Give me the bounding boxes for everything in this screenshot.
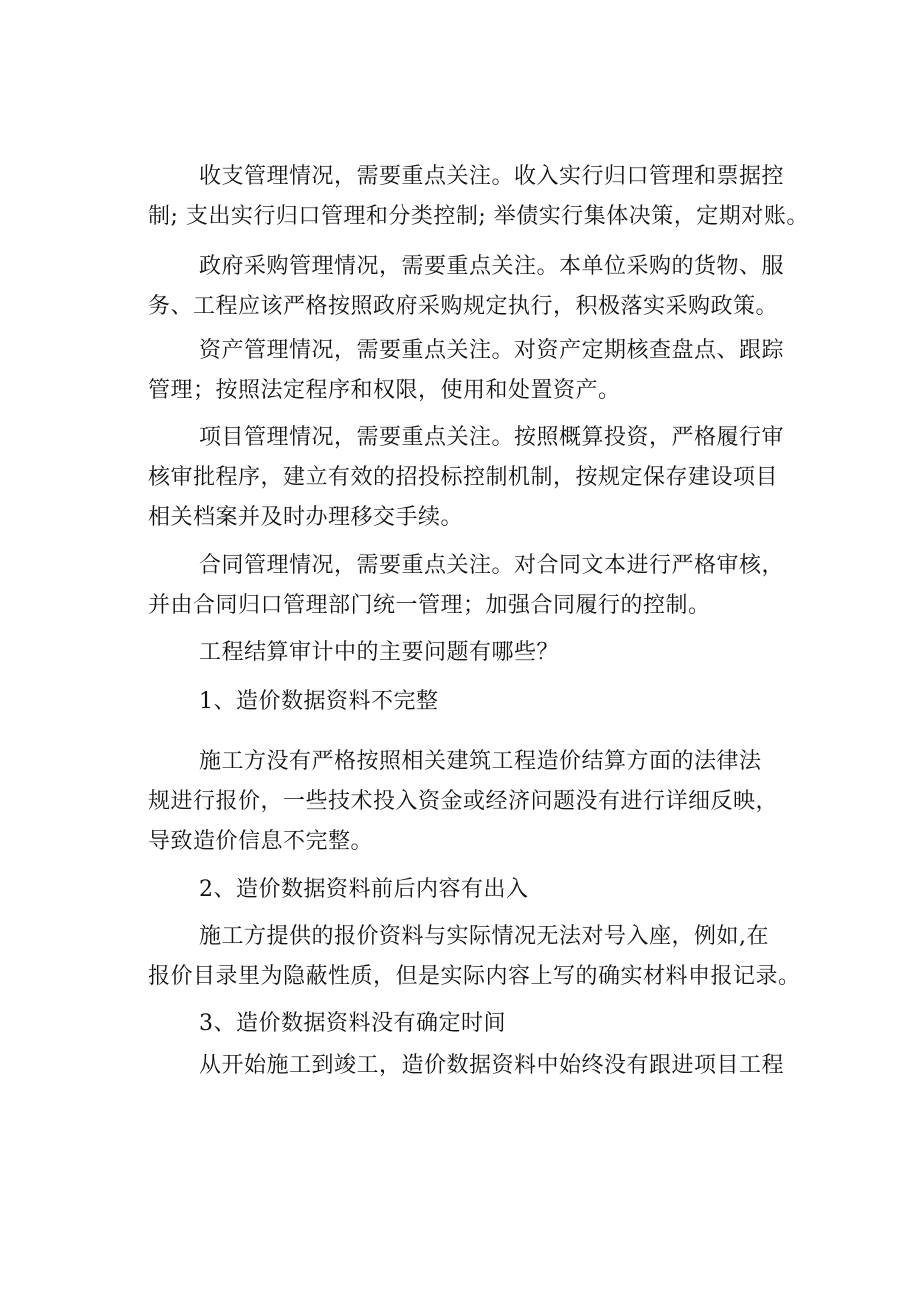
text-line: 合同管理情况，需要重点关注。对合同文本进行严格审核， bbox=[199, 553, 785, 578]
text-line: 2、造价数据资料前后内容有出入 bbox=[199, 877, 529, 902]
text-line: 施工方没有严格按照相关建筑工程造价结算方面的法律法 bbox=[199, 749, 762, 774]
paragraph-revenue-expenditure bbox=[0, 157, 809, 237]
text-line: 导致造价信息不完整。 bbox=[148, 829, 374, 854]
text-line: 管理；按照法定程序和权限，使用和处置资产。 bbox=[148, 378, 621, 403]
paragraph-item-2-body bbox=[0, 917, 801, 997]
paragraph-asset-management bbox=[0, 331, 784, 411]
text-line: 报价目录里为隐蔽性质，但是实际内容上写的确实材料申报记录。 bbox=[148, 964, 801, 989]
text-line: 项目管理情况，需要重点关注。按照概算投资，严格履行审 bbox=[199, 425, 785, 450]
text-line: 规进行报价，一些技术投入资金或经济问题没有进行详细反映， bbox=[148, 789, 779, 814]
text-line: 从开始施工到竣工，造价数据资料中始终没有跟进项目工程 bbox=[199, 1053, 785, 1078]
text-line: 资产管理情况，需要重点关注。对资产定期核查盘点、跟踪 bbox=[199, 338, 785, 363]
text-line: 3、造价数据资料没有确定时间 bbox=[199, 1011, 506, 1036]
paragraph-item-3-body bbox=[0, 1046, 784, 1086]
paragraph-item-1-body bbox=[0, 742, 778, 862]
text-line: 政府采购管理情况，需要重点关注。本单位采购的货物、服 bbox=[199, 254, 785, 279]
paragraph-contract-management bbox=[0, 546, 784, 626]
text-line: 务、工程应该严格按照政府采购规定执行，积极落实采购政策。 bbox=[148, 294, 779, 319]
text-line: 相关档案并及时办理移交手续。 bbox=[148, 505, 464, 530]
item-heading-2 bbox=[0, 870, 529, 910]
text-line: 1、造价数据资料不完整 bbox=[199, 689, 439, 714]
item-heading-1 bbox=[0, 682, 439, 722]
section-question-heading bbox=[0, 633, 559, 673]
text-line: 核审批程序，建立有效的招投标控制机制，按规定保存建设项目 bbox=[148, 465, 779, 490]
text-line: 并由合同归口管理部门统一管理；加强合同履行的控制。 bbox=[148, 593, 711, 618]
item-heading-3 bbox=[0, 1004, 506, 1044]
paragraph-project-management bbox=[0, 418, 784, 538]
text-line: 施工方提供的报价资料与实际情况无法对号入座，例如,在 bbox=[199, 924, 769, 949]
text-line: 工程结算审计中的主要问题有哪些？ bbox=[199, 640, 560, 665]
text-line: 制; 支出实行归口管理和分类控制; 举债实行集体决策，定期对账。 bbox=[148, 204, 809, 229]
paragraph-government-procurement bbox=[0, 247, 784, 327]
text-line: 收支管理情况，需要重点关注。收入实行归口管理和票据控 bbox=[199, 164, 785, 189]
